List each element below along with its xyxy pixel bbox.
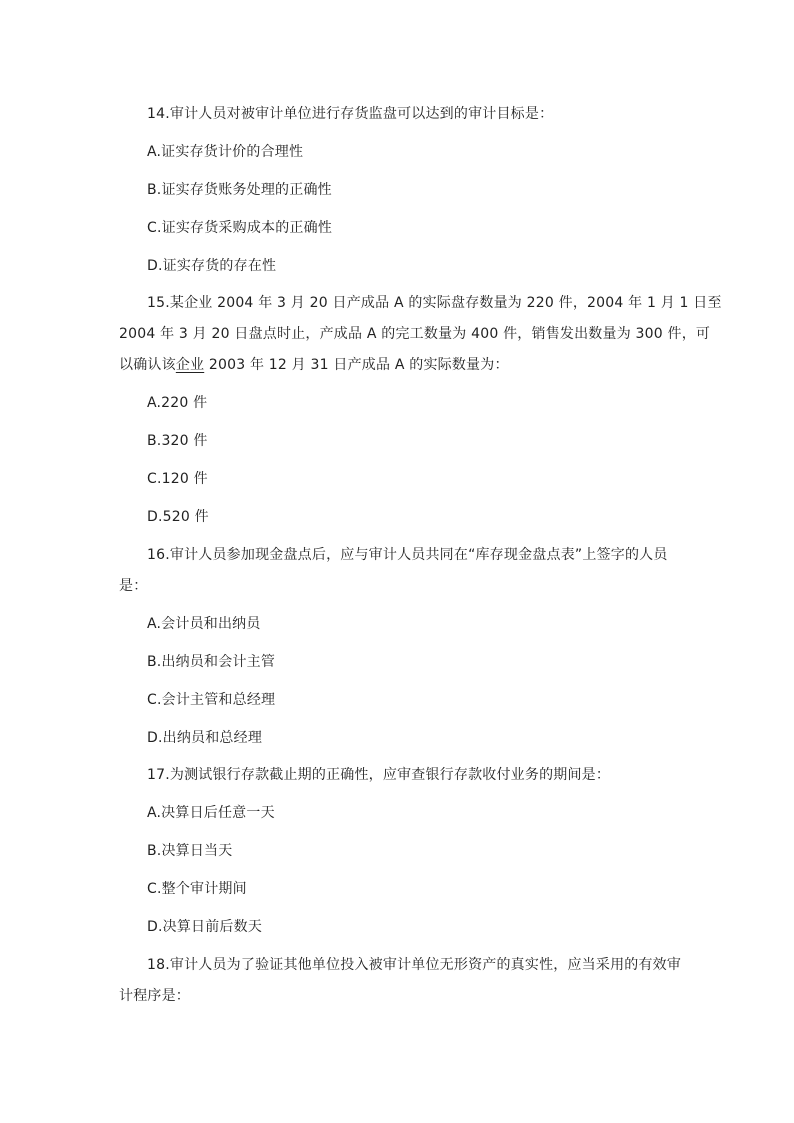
question-14-option-b: B.证实存货账务处理的正确性 bbox=[147, 182, 332, 198]
question-14-option-c: C.证实存货采购成本的正确性 bbox=[147, 220, 333, 236]
question-16-option-b: B.出纳员和会计主管 bbox=[147, 654, 276, 670]
question-14-option-a: A.证实存货计价的合理性 bbox=[147, 144, 304, 160]
question-18-stem-line1: 18.审计人员为了验证其他单位投入被审计单位无形资产的真实性，应当采用的有效审 bbox=[147, 957, 682, 973]
question-17-stem: 17.为测试银行存款截止期的正确性，应审查银行存款收付业务的期间是： bbox=[147, 767, 611, 783]
question-15-stem-line1: 15.某企业 2004 年 3 月 20 日产成品 A 的实际盘存数量为 220 件，2004 年 1 月 1 日至 bbox=[147, 295, 722, 311]
question-18-stem-line2: 计程序是： bbox=[119, 988, 190, 1004]
question-16-stem-line1: 16.审计人员参加现金盘点后，应与审计人员共同在“库存现金盘点表”上签字的人员 bbox=[147, 547, 668, 563]
question-15-stem-line3-post: 2003 年 12 月 31 日产成品 A 的实际数量为： bbox=[204, 357, 509, 373]
question-14-stem: 14.审计人员对被审计单位进行存货监盘可以达到的审计目标是： bbox=[147, 106, 554, 122]
question-15-underlined-word: 企业 bbox=[175, 357, 205, 373]
question-15-stem-line3 bbox=[119, 355, 509, 375]
question-15-option-d: D.520 件 bbox=[147, 509, 209, 525]
question-17-option-a: A.决算日后任意一天 bbox=[147, 805, 275, 821]
question-16-stem-line2: 是： bbox=[119, 578, 148, 594]
question-15-option-a: A.220 件 bbox=[147, 395, 208, 411]
question-14-option-d: D.证实存货的存在性 bbox=[147, 258, 277, 274]
question-15-option-c: C.120 件 bbox=[147, 471, 208, 487]
question-17-option-b: B.决算日当天 bbox=[147, 843, 233, 859]
question-17-option-c: C.整个审计期间 bbox=[147, 881, 247, 897]
question-15-option-b: B.320 件 bbox=[147, 433, 208, 449]
question-16-option-d: D.出纳员和总经理 bbox=[147, 730, 263, 746]
question-15-stem-line2: 2004 年 3 月 20 日盘点时止，产成品 A 的完工数量为 400 件，销售发出数量为 300 件，可 bbox=[119, 326, 711, 342]
question-17-option-d: D.决算日前后数天 bbox=[147, 919, 263, 935]
question-15-stem-line3-pre: 以确认该 bbox=[119, 357, 176, 373]
question-16-option-a: A.会计员和出纳员 bbox=[147, 616, 261, 632]
question-16-option-c: C.会计主管和总经理 bbox=[147, 692, 276, 708]
